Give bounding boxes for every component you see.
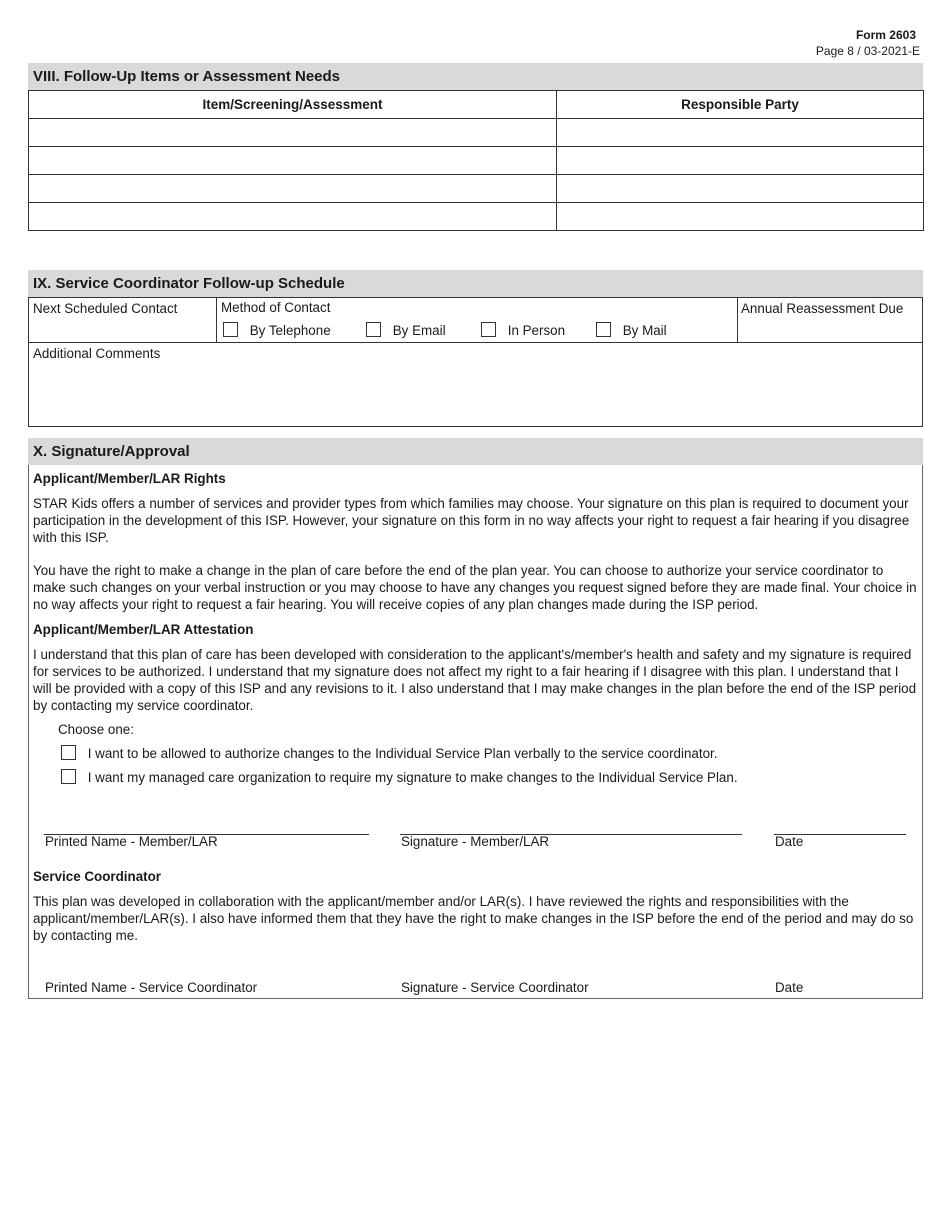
method-option-in-person[interactable] [481,322,565,339]
additional-comments-label: Additional Comments [33,346,161,361]
method-option-mail[interactable] [596,322,667,339]
responsible-party-cell[interactable] [557,203,924,231]
verbal-authorization-checkbox[interactable] [61,745,76,760]
method-option-telephone[interactable] [223,322,331,339]
method-label: In Person [507,323,566,338]
next-scheduled-contact-label: Next Scheduled Contact [33,301,178,316]
rights-paragraph-2: You have the right to make a change in the plan of care before the end of the plan year. You can choose to authorize your service coordinator to make such changes on your verbal instruction or you may choose to have any changes you request signed before they are made final. Your choice in no way affects your right to request a fair hearing. You will receive copies of any plan changes made during the ISP period. [33,563,917,612]
telephone-checkbox[interactable] [223,322,238,337]
follow-up-schedule-box [28,297,923,427]
table-row [29,119,924,147]
sc-date-label: Date [775,980,804,995]
responsible-party-cell[interactable] [557,119,924,147]
require-signature-checkbox[interactable] [61,769,76,784]
choose-one-label: Choose one: [58,722,134,737]
annual-reassessment-due-label: Annual Reassessment Due [741,301,904,316]
sc-name-label: Printed Name - Service Coordinator [45,980,258,995]
attestation-heading: Applicant/Member/LAR Attestation [33,622,254,637]
option-require-signature[interactable] [61,769,738,786]
service-coordinator-paragraph: This plan was developed in collaboration with the applicant/member and/or LAR(s). I have reviewed the rights and responsibilities with the applicant/member/LAR(s). I also have informed them that they have the right to make changes in the ISP before the end of the period and may do so by contacting me. [33,894,914,943]
section-10-title: X. Signature/Approval [28,438,923,465]
member-date-label: Date [775,834,804,849]
col-header-item: Item/Screening/Assessment [29,91,557,119]
item-cell[interactable] [29,175,557,203]
attestation-paragraph: I understand that this plan of care has been developed with consideration to the applicant's/member's health and safety and my signature is required for services to be authorized. I understand that my signature does not affect my right to a fair hearing if I disagree with this plan. I understand that I will be provided with a copy of this ISP and any revisions to it. I also understand that I may make changes in the plan before the end of the ISP period by contacting my service coordinator. [33,647,917,713]
member-signature-label: Signature - Member/LAR [401,834,550,849]
responsible-party-cell[interactable] [557,175,924,203]
table-row [29,203,924,231]
mail-checkbox[interactable] [596,322,611,337]
annual-reassessment-due-field[interactable] [741,300,919,340]
email-checkbox[interactable] [366,322,381,337]
section-8-title: VIII. Follow-Up Items or Assessment Needs [28,63,923,90]
next-scheduled-contact-field[interactable] [33,300,213,340]
item-cell[interactable] [29,203,557,231]
service-coordinator-heading: Service Coordinator [33,869,161,884]
follow-up-items-table [28,90,924,231]
method-option-email[interactable] [366,322,446,339]
option-verbal-authorization[interactable] [61,745,717,762]
in-person-checkbox[interactable] [481,322,496,337]
table-header-row [29,91,924,119]
method-of-contact-label: Method of Contact [221,300,331,315]
method-label: By Email [392,323,446,338]
col-header-responsible-party: Responsible Party [557,91,924,119]
page-info: Page 8 / 03-2021-E [815,44,920,58]
member-name-label: Printed Name - Member/LAR [45,834,218,849]
table-row [29,147,924,175]
option-label: I want my managed care organization to require my signature to make changes to the Individual Service Plan. [87,770,738,785]
form-number: Form 2603 [855,28,916,42]
sc-signature-label: Signature - Service Coordinator [401,980,589,995]
table-row [29,175,924,203]
method-label: By Mail [622,323,667,338]
additional-comments-field[interactable] [33,345,918,423]
section-9-title: IX. Service Coordinator Follow-up Schedule [28,270,923,297]
rights-paragraph-1: STAR Kids offers a number of services and provider types from which families may choose. Your signature on this plan is required to document your participation in the development of this ISP. However, your signature on this form in no way affects your right to request a fair hearing if you disagree with this ISP. [33,496,910,545]
method-label: By Telephone [249,323,331,338]
responsible-party-cell[interactable] [557,147,924,175]
item-cell[interactable] [29,119,557,147]
option-label: I want to be allowed to authorize changes to the Individual Service Plan verbally to the service coordinator. [87,746,718,761]
rights-heading: Applicant/Member/LAR Rights [33,471,226,486]
item-cell[interactable] [29,147,557,175]
